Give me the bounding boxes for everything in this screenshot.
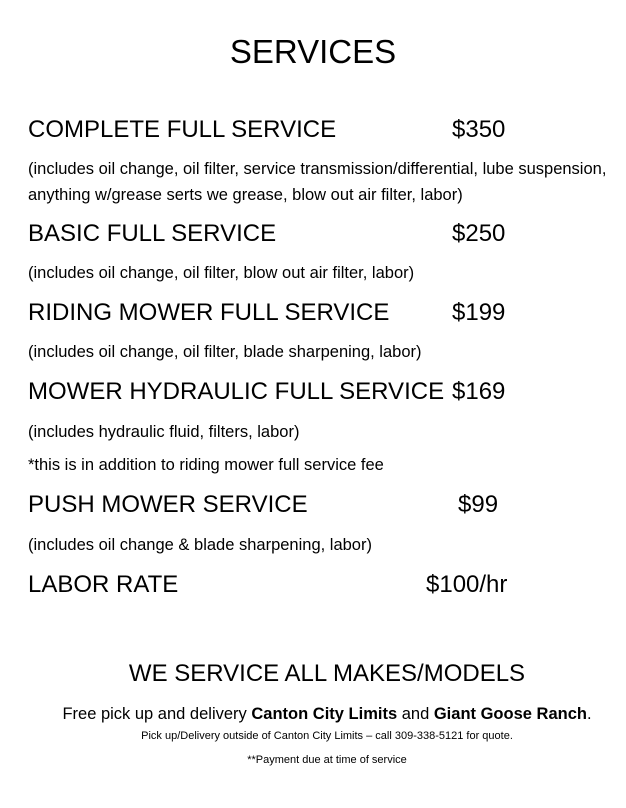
service-price-labor-rate: $100/hr [426,571,508,598]
service-note-mower-hydraulic: *this is in addition to riding mower full service fee [28,456,384,474]
service-name-push-mower: PUSH MOWER SERVICE [28,491,308,518]
pickup-area-canton: Canton City Limits [251,705,398,723]
service-price-push-mower: $99 [458,491,499,518]
service-description-complete-full: (includes oil change, oil filter, service transmission/differential, lube suspension, anything w/grease serts we grease, blow out air filter, labor) [28,160,607,204]
service-description-push-mower: (includes oil change & blade sharpening, labor) [28,536,372,554]
service-price-complete-full: $350 [452,116,506,143]
pickup-prefix: Free pick up and delivery [62,705,252,723]
pickup-and: and [397,705,434,723]
service-name-basic-full: BASIC FULL SERVICE [28,220,277,247]
outside-delivery-note: Pick up/Delivery outside of Canton City Limits – call 309-338-5121 for quote. [141,730,513,742]
pickup-area-giant-goose: Giant Goose Ranch [433,705,587,723]
service-name-riding-mower: RIDING MOWER FULL SERVICE [28,299,390,326]
service-price-mower-hydraulic: $169 [452,378,506,405]
payment-note: **Payment due at time of service [247,754,407,766]
service-name-labor-rate: LABOR RATE [28,571,179,598]
service-description-mower-hydraulic: (includes hydraulic fluid, filters, labor) [28,423,300,441]
page-title: SERVICES [229,33,397,70]
all-makes-heading: WE SERVICE ALL MAKES/MODELS [128,660,526,687]
service-description-basic-full: (includes oil change, oil filter, blow out air filter, labor) [28,264,415,282]
service-price-basic-full: $250 [452,220,506,247]
service-name-complete-full: COMPLETE FULL SERVICE [28,116,337,143]
service-price-riding-mower: $199 [452,299,506,326]
pickup-delivery-line [0,702,626,726]
pickup-suffix: . [586,705,592,723]
service-description-riding-mower: (includes oil change, oil filter, blade sharpening, labor) [28,343,422,361]
service-name-mower-hydraulic: MOWER HYDRAULIC FULL SERVICE [28,378,445,405]
